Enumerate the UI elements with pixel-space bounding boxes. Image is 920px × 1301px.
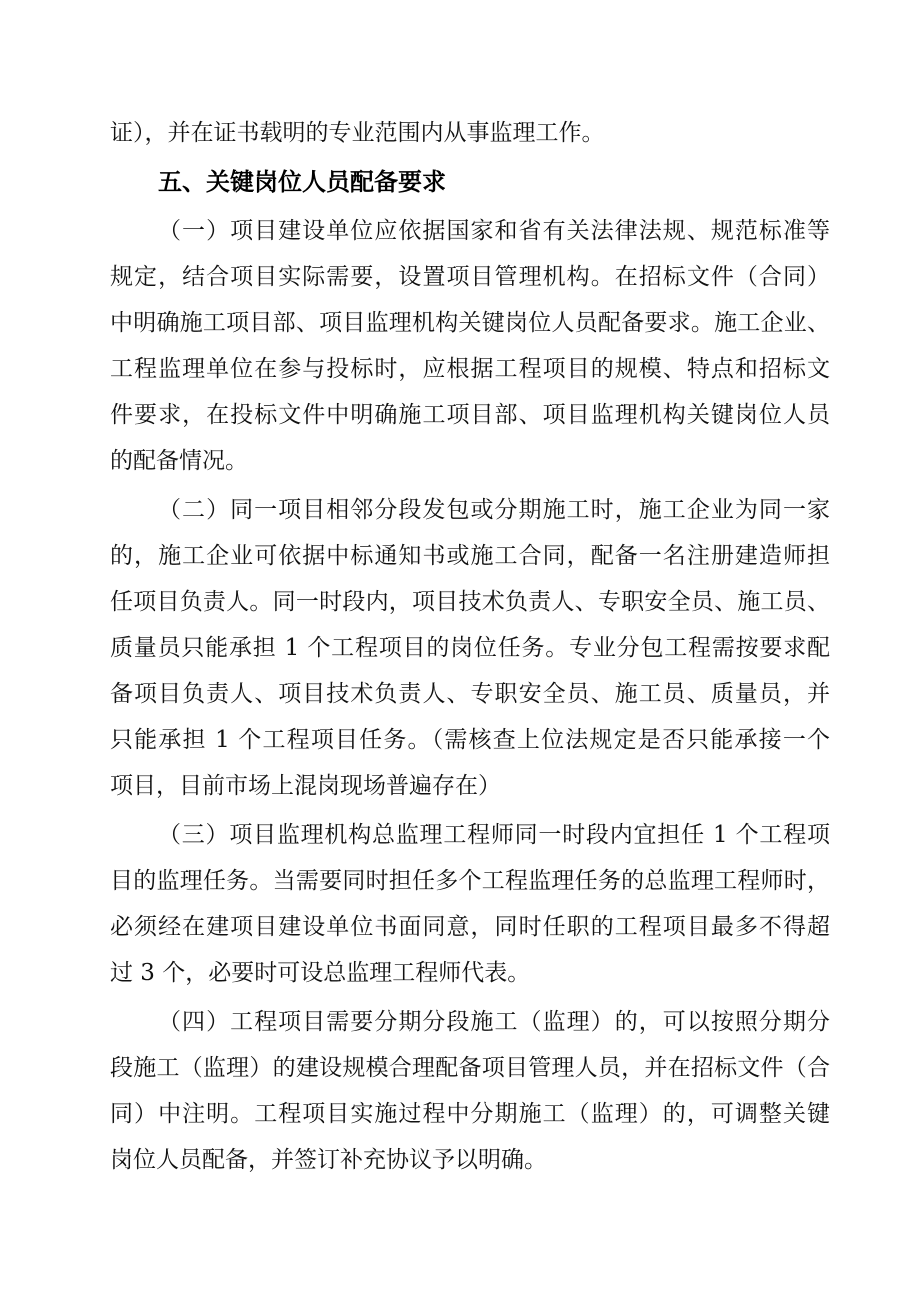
paragraph-line: 段施工（监理）的建设规模合理配备项目管理人员，并在招标文件（合	[110, 1055, 830, 1081]
paragraph-line: 必须经在建项目建设单位书面同意，同时任职的工程项目最多不得超	[110, 914, 830, 940]
paragraph-line: 中明确施工项目部、项目监理机构关键岗位人员配备要求。施工企业、	[110, 310, 830, 336]
paragraph-line: 的，施工企业可依据中标通知书或施工合同，配备一名注册建造师担	[110, 543, 830, 569]
paragraph-line: 目的监理任务。当需要同时担任多个工程监理任务的总监理工程师时，	[110, 868, 830, 894]
paragraph-line: 岗位人员配备，并签订补充协议予以明确。	[110, 1147, 547, 1173]
paragraph-line: 件要求，在投标文件中明确施工项目部、项目监理机构关键岗位人员	[110, 402, 830, 428]
paragraph-line: 的配备情况。	[110, 448, 248, 474]
paragraph-line: 工程监理单位在参与投标时，应根据工程项目的规模、特点和招标文	[110, 356, 830, 382]
paragraph-line: （一）项目建设单位应依据国家和省有关法律法规、规范标准等	[158, 218, 830, 244]
paragraph-line: 只能承担 1 个工程项目任务。（需核查上位法规定是否只能承接一个	[110, 727, 830, 753]
paragraph-line: （三）项目监理机构总监理工程师同一时段内宜担任 1 个工程项	[158, 822, 830, 848]
section-heading: 五、关键岗位人员配备要求	[158, 168, 446, 196]
paragraph-line: 证），并在证书载明的专业范围内从事监理工作。	[110, 120, 605, 146]
paragraph-line: 任项目负责人。同一时段内，项目技术负责人、专职安全员、施工员、	[110, 589, 830, 615]
paragraph-line: 同）中注明。工程项目实施过程中分期施工（监理）的，可调整关键	[110, 1101, 830, 1127]
paragraph-line: 项目，目前市场上混岗现场普遍存在）	[110, 773, 501, 799]
paragraph-line: 质量员只能承担 1 个工程项目的岗位任务。专业分包工程需按要求配	[110, 635, 830, 661]
paragraph-line: （二）同一项目相邻分段发包或分期施工时，施工企业为同一家	[158, 497, 830, 523]
paragraph-line: （四）工程项目需要分期分段施工（监理）的，可以按照分期分	[158, 1009, 830, 1035]
paragraph-line: 规定，结合项目实际需要，设置项目管理机构。在招标文件（合同）	[110, 264, 830, 290]
paragraph-line: 备项目负责人、项目技术负责人、专职安全员、施工员、质量员，并	[110, 681, 830, 707]
paragraph-line: 过 3 个，必要时可设总监理工程师代表。	[110, 960, 531, 986]
